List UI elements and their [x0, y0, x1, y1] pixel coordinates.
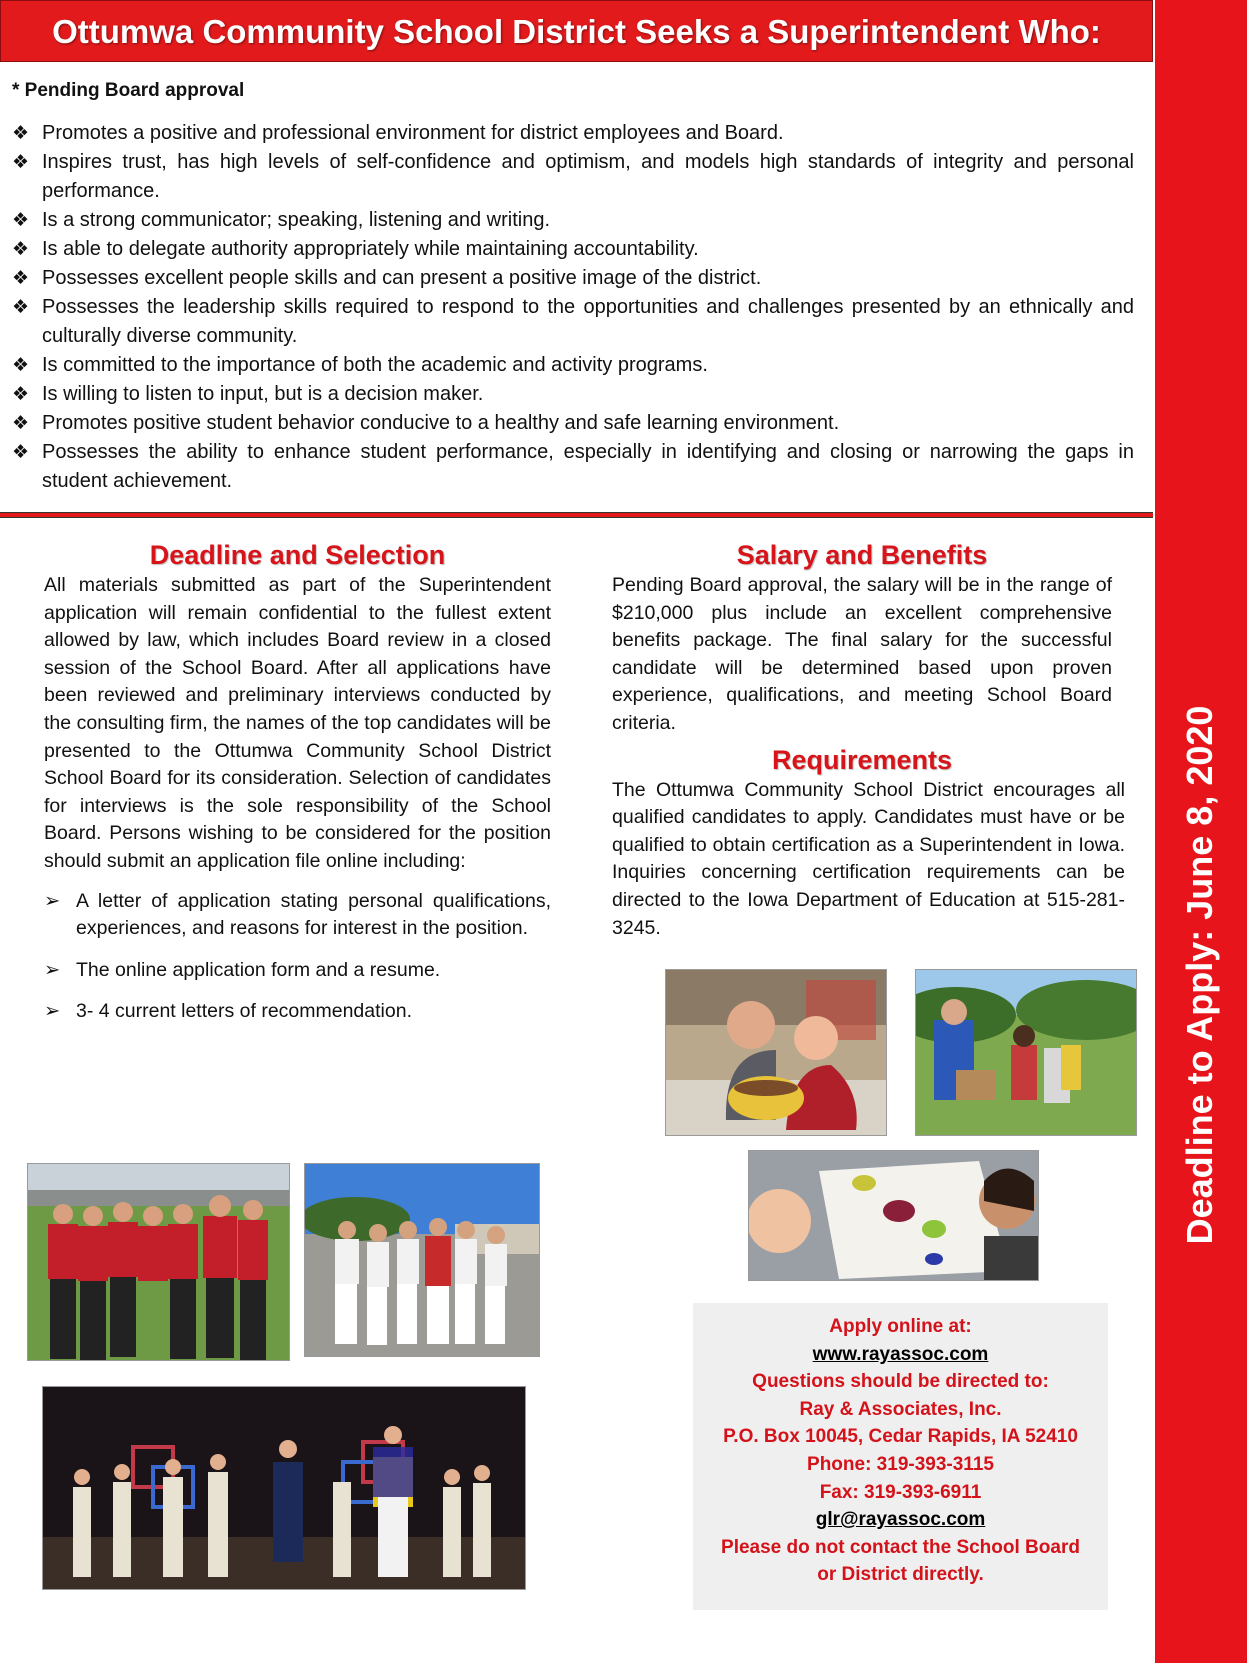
list-item: ❖ Is a strong communicator; speaking, listening and writing. — [12, 206, 1134, 235]
list-item: ➢ 3- 4 current letters of recommendation. — [44, 998, 551, 1026]
pending-note: * Pending Board approval — [12, 80, 245, 101]
diamond-bullet-icon: ❖ — [12, 210, 30, 231]
questions-label: Questions should be directed to: — [752, 1371, 1049, 1393]
diamond-bullet-icon: ❖ — [12, 268, 30, 289]
diamond-bullet-icon: ❖ — [12, 355, 30, 376]
diamond-bullet-icon: ❖ — [12, 152, 30, 173]
photo-show-choir — [42, 1386, 526, 1590]
list-item: ❖ Is able to delegate authority appropriately while maintaining accountability. — [12, 235, 1134, 264]
salary-section — [612, 538, 1125, 942]
photo-cross-country-team — [27, 1163, 290, 1361]
diamond-bullet-icon: ❖ — [12, 442, 30, 463]
section-divider — [0, 512, 1153, 518]
list-item: ➢ A letter of application stating personal qualifications, experiences, and reasons for interest in the position. — [44, 889, 551, 940]
list-item: ❖ Is willing to listen to input, but is a decision maker. — [12, 380, 1134, 409]
list-item: ❖ Possesses excellent people skills and can present a positive image of the district. — [12, 264, 1134, 293]
page-title: Ottumwa Community School District Seeks a Superintendent Who: — [52, 13, 1101, 50]
arrow-bullet-icon: ➢ — [44, 958, 61, 981]
address: P.O. Box 10045, Cedar Rapids, IA 52410 — [723, 1426, 1078, 1448]
diamond-bullet-icon: ❖ — [12, 384, 30, 405]
contact-box — [693, 1303, 1108, 1610]
diamond-bullet-icon: ❖ — [12, 297, 30, 318]
deadline-banner: Deadline to Apply: June 8, 2020 — [1179, 705, 1220, 1245]
list-item: ❖ Is committed to the importance of both the academic and activity programs. — [12, 351, 1134, 380]
diamond-bullet-icon: ❖ — [12, 413, 30, 434]
deadline-section — [44, 538, 551, 1040]
salary-title: Salary and Benefits — [736, 540, 988, 570]
apply-label: Apply online at: — [829, 1316, 972, 1337]
list-item: ➢ The online application form and a resume. — [44, 957, 551, 985]
phone: Phone: 319-393-3115 — [807, 1453, 994, 1475]
salary-body: Pending Board approval, the salary will be in the range of $210,000 plus include an excellent comprehensive benefits package. The final salary for the successful candidate will be determined based upon proven experience, qualifications, and meeting School Board criteria. — [612, 574, 1112, 734]
photo-golf-team — [304, 1163, 540, 1357]
arrow-bullet-icon: ➢ — [44, 1000, 61, 1023]
photo-children-baking — [665, 969, 887, 1136]
list-item: ❖ Possesses the leadership skills required to respond to the opportunities and challenges presented by an ethnically and culturally diverse community. — [12, 293, 1134, 351]
photo-outdoor-activity — [915, 969, 1137, 1136]
arrow-bullet-icon: ➢ — [44, 889, 61, 912]
list-item: ❖ Possesses the ability to enhance student performance, especially in identifying and closing or narrowing the gaps in student achievement. — [12, 438, 1134, 496]
deadline-title: Deadline and Selection — [149, 540, 446, 570]
firm-name: Ray & Associates, Inc. — [799, 1398, 1002, 1420]
page-header — [0, 0, 1153, 62]
list-item: ❖ Promotes positive student behavior conducive to a healthy and safe learning environment. — [12, 409, 1134, 438]
diamond-bullet-icon: ❖ — [12, 123, 30, 144]
fax: Fax: 319-393-6911 — [819, 1481, 982, 1503]
photo-children-painting — [748, 1150, 1039, 1281]
list-item: ❖ Inspires trust, has high levels of self-confidence and optimism, and models high standards of integrity and personal performance. — [12, 148, 1134, 206]
contact-note-line1: Please do not contact the School Board — [721, 1536, 1080, 1558]
requirements-body: The Ottumwa Community School District encourages all qualified candidates to apply. Candidates must have or be qualified to obtain certification as a Superintendent in Iowa. Inquiries concerning certification requirements can be directed to the Iowa Department of Education at 515-281-3245. — [612, 778, 1125, 939]
list-item: ❖ Promotes a positive and professional environment for district employees and Board. — [12, 119, 1134, 148]
requirements-title: Requirements — [771, 744, 953, 775]
email-link[interactable]: glr@rayassoc.com — [815, 1509, 986, 1531]
traits-list — [12, 119, 1134, 496]
website-link[interactable]: www.rayassoc.com — [812, 1343, 989, 1365]
deadline-body: All materials submitted as part of the Superintendent application will remain confidential to the fullest extent allowed by law, which includes Board review in a closed session of the School Board. After all applications have been reviewed and preliminary interviews conducted by the consulting firm, the names of the top candidates will be presented to the Ottumwa Community School District School Board for its consideration. Selection of candidates for interviews is the sole responsibility of the School Board. Persons wishing to be considered for the position should submit an application file online including: — [44, 574, 551, 872]
contact-note-line2: or District directly. — [817, 1564, 984, 1586]
diamond-bullet-icon: ❖ — [12, 239, 30, 260]
application-items — [44, 888, 551, 1026]
